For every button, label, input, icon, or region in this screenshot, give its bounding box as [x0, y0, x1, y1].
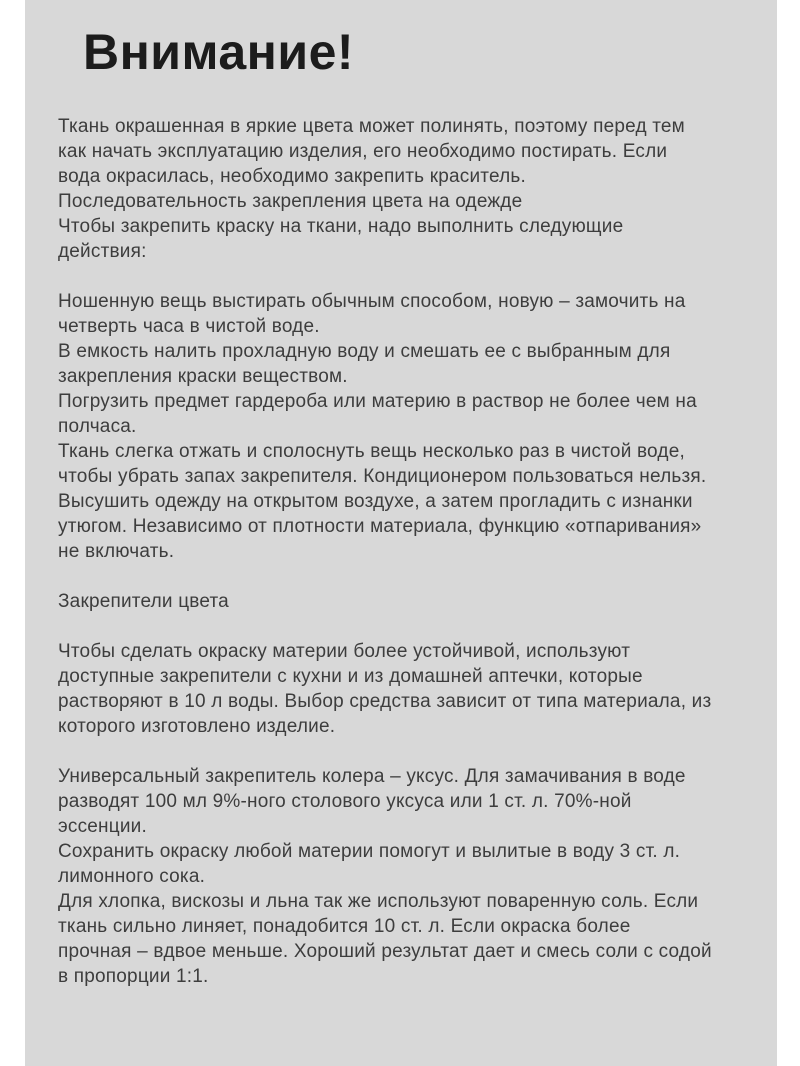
paragraph-intro: Ткань окрашенная в яркие цвета может полинять, поэтому перед тем как начать эксплуатацию изделия, его необходимо постирать. Если вода окрасилась, необходимо закрепить краситель. Последовательность закрепления цвета на одежде Чтобы закрепить краску на ткани, надо выполнить следующие действия:	[58, 116, 685, 262]
section-heading-color-fixers: Закрепители цвета	[58, 591, 229, 612]
document-page	[25, 0, 777, 1066]
paragraph-steps: Ношенную вещь выстирать обычным способом, новую – замочить на четверть часа в чистой воде. В емкость налить прохладную воду и смешать ее с выбранным для закрепления краски веществом. Погрузить предмет гардероба или материю в раствор не более чем на полчаса. Ткань слегка отжать и сполоснуть вещь несколько раз в чистой воде, чтобы убрать запах закрепителя. Кондиционером пользоваться нельзя. Высушить одежду на открытом воздухе, а затем прогладить с изнанки утюгом. Независимо от плотности материала, функцию «отпаривания» не включать.	[58, 291, 707, 562]
page-title: Внимание!	[83, 24, 355, 80]
paragraph-fixers-intro: Чтобы сделать окраску материи более устойчивой, используют доступные закрепители с кухни и из домашней аптечки, которые растворяют в 10 л воды. Выбор средства зависит от типа материала, из которого изготовлено изделие.	[58, 641, 712, 737]
paragraph-fixers-recipes: Универсальный закрепитель колера – уксус. Для замачивания в воде разводят 100 мл 9%-ного столового уксуса или 1 ст. л. 70%-ной эссенции. Сохранить окраску любой материи помогут и вылитые в воду 3 ст. л. лимонного сока. Для хлопка, вискозы и льна так же используют поваренную соль. Если ткань сильно линяет, понадобится 10 ст. л. Если окраска более прочная – вдвое меньше. Хороший результат дает и смесь соли с содой в пропорции 1:1.	[58, 766, 712, 987]
document-body	[58, 114, 747, 989]
